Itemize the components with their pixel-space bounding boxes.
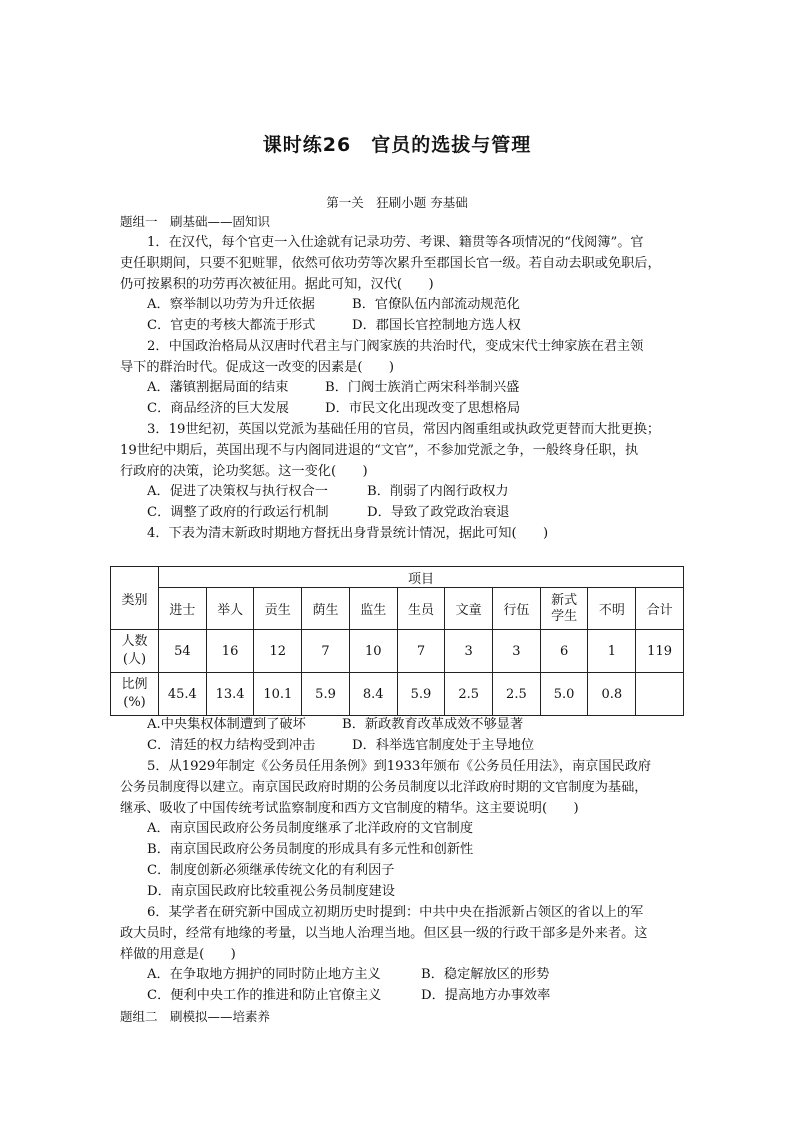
column-header: 贡生 (254, 588, 302, 630)
column-header: 新式学生 (540, 588, 588, 630)
q1-option-b: B．官僚队伍内部流动规范化 (352, 297, 520, 312)
q2-option-b: B．门阀士族消亡两宋科举制兴盛 (325, 380, 520, 395)
q5-line: 公务员制度得以建立。南京国民政府时期的公务员制度以北洋政府时期的文官制度为基础， (120, 780, 648, 795)
table-cell: 7 (397, 630, 445, 673)
group2-heading: 题组二 刷模拟——培素养 (120, 1009, 271, 1024)
table-cell: 3 (493, 630, 541, 673)
table-cell: 5.9 (302, 673, 350, 716)
q3-option-b: B．削弱了内阁行政权力 (367, 484, 509, 499)
table-cell: 6 (540, 630, 588, 673)
q2-line: 导下的群治时代。促成这一改变的因素是( ) (120, 360, 395, 375)
q3-line: 19世纪中期后，英国出现不与内阁同进退的“文官”，不参加党派之争，一般终身任职，执 (120, 443, 639, 458)
q1-line: 1．在汉代，每个官吏一入仕途就有记录功劳、考课、籍贯等各项情况的“伐阅簿”。官 (147, 235, 644, 250)
q5-line: 继承、吸收了中国传统考试监察制度和西方文官制度的精华。这主要说明( ) (120, 801, 579, 816)
q1-line: 吏任职期间，只要不犯赃罪，依然可依功劳等次累升至郡国长官一级。若自动去职或免职后， (120, 256, 661, 271)
q3-line: 3．19世纪初，英国以党派为基础任用的官员，常因内阁重组或执政党更替而大批更换； (147, 422, 661, 437)
table-cell: 2.5 (445, 673, 493, 716)
column-header: 进士 (159, 588, 207, 630)
q6-line: 6．某学者在研究新中国成立初期历史时提到：中共中央在指派新占领区的省以上的军 (147, 905, 644, 920)
table-cell: 45.4 (159, 673, 207, 716)
table-cell: 7 (302, 630, 350, 673)
q2-option-d: D．市民文化出现改变了思想格局 (325, 401, 521, 416)
q4-line: 4．下表为清末新政时期地方督抚出身背景统计情况，据此可知( ) (147, 526, 549, 541)
table-cell: 0.8 (588, 673, 636, 716)
column-header: 行伍 (493, 588, 541, 630)
q1-line: 仍可按累积的功劳再次被征用。据此可知，汉代( ) (120, 277, 434, 292)
table-cell: 5.9 (397, 673, 445, 716)
table-cell: 16 (206, 630, 254, 673)
q3-option-c: C．调整了政府的行政运行机制 (147, 505, 329, 520)
section-heading: 第一关 狂刷小题 夯基础 (326, 195, 468, 210)
table-cell: 8.4 (349, 673, 397, 716)
q5-option-a: A．南京国民政府公务员制度继承了北洋政府的文官制度 (147, 821, 474, 836)
q6-line: 政大员时，经常有地缘的考量，以当地人治理当地。但区县一级的行政干部多是外来者。这 (120, 926, 648, 941)
table-group-header: 项目 (159, 567, 684, 588)
row-label: 人数(人) (111, 630, 159, 673)
table-cell: 1 (588, 630, 636, 673)
table-row (111, 673, 684, 716)
q5-option-c: C．制度创新必须继承传统文化的有利因子 (147, 863, 395, 878)
q1-option-a: A．察举制以功劳为升迁依据 (147, 297, 315, 312)
q5-line: 5．从1929年制定《公务员任用条例》到1933年颁布《公务员任用法》，南京国民政府 (147, 759, 652, 774)
q5-option-d: D．南京国民政府比较重视公务员制度建设 (147, 884, 395, 899)
table-row (111, 630, 684, 673)
column-header: 合计 (636, 588, 684, 630)
q2-option-a: A．藩镇割据局面的结束 (147, 380, 289, 395)
q4-option-d: D．科举选官制度处于主导地位 (352, 738, 535, 753)
table-column-headers (111, 588, 684, 630)
column-header: 不明 (588, 588, 636, 630)
column-header: 文童 (445, 588, 493, 630)
stats-table (110, 566, 684, 716)
table-cell: 119 (636, 630, 684, 673)
row-label: 比例(%) (111, 673, 159, 716)
table-cell: 5.0 (540, 673, 588, 716)
q3-line: 行政府的决策，论功奖惩。这一变化( ) (120, 464, 368, 479)
table-cell: 10.1 (254, 673, 302, 716)
table-cell: 3 (445, 630, 493, 673)
q6-option-c: C．便利中央工作的推进和防止官僚主义 (147, 988, 382, 1003)
q3-option-d: D．导致了政党政治衰退 (367, 505, 510, 520)
q1-option-c: C．官吏的考核大都流于形式 (147, 318, 316, 333)
table-cell: 13.4 (206, 673, 254, 716)
q3-option-a: A．促进了决策权与执行权合一 (147, 484, 328, 499)
column-header: 举人 (206, 588, 254, 630)
column-header: 生员 (397, 588, 445, 630)
q6-line: 样做的用意是( ) (120, 947, 236, 962)
q5-option-b: B．南京国民政府公务员制度的形成具有多元性和创新性 (147, 842, 474, 857)
table-cell (636, 673, 684, 716)
table-corner-header: 类别 (111, 567, 159, 630)
table-cell: 2.5 (493, 673, 541, 716)
table-cell: 12 (254, 630, 302, 673)
q6-option-a: A．在争取地方拥护的同时防止地方主义 (147, 967, 381, 982)
column-header: 荫生 (302, 588, 350, 630)
column-header: 监生 (349, 588, 397, 630)
q6-option-d: D．提高地方办事效率 (421, 988, 551, 1003)
table-cell: 54 (159, 630, 207, 673)
q2-line: 2．中国政治格局从汉唐时代君主与门阀家族的共治时代，变成宋代士绅家族在君主领 (147, 339, 644, 354)
q4-option-b: B．新政教育改革成效不够显著 (342, 717, 524, 732)
q4-option-a: A.中央集权体制遭到了破坏 (147, 717, 306, 732)
q2-option-c: C．商品经济的巨大发展 (147, 401, 289, 416)
q4-option-c: C．清廷的权力结构受到冲击 (147, 738, 316, 753)
page-title: 课时练26 官员的选拔与管理 (262, 134, 532, 156)
table-cell: 10 (349, 630, 397, 673)
group1-heading: 题组一 刷基础——固知识 (120, 214, 271, 229)
q6-option-b: B．稳定解放区的形势 (421, 967, 550, 982)
q1-option-d: D．郡国长官控制地方选人权 (352, 318, 521, 333)
